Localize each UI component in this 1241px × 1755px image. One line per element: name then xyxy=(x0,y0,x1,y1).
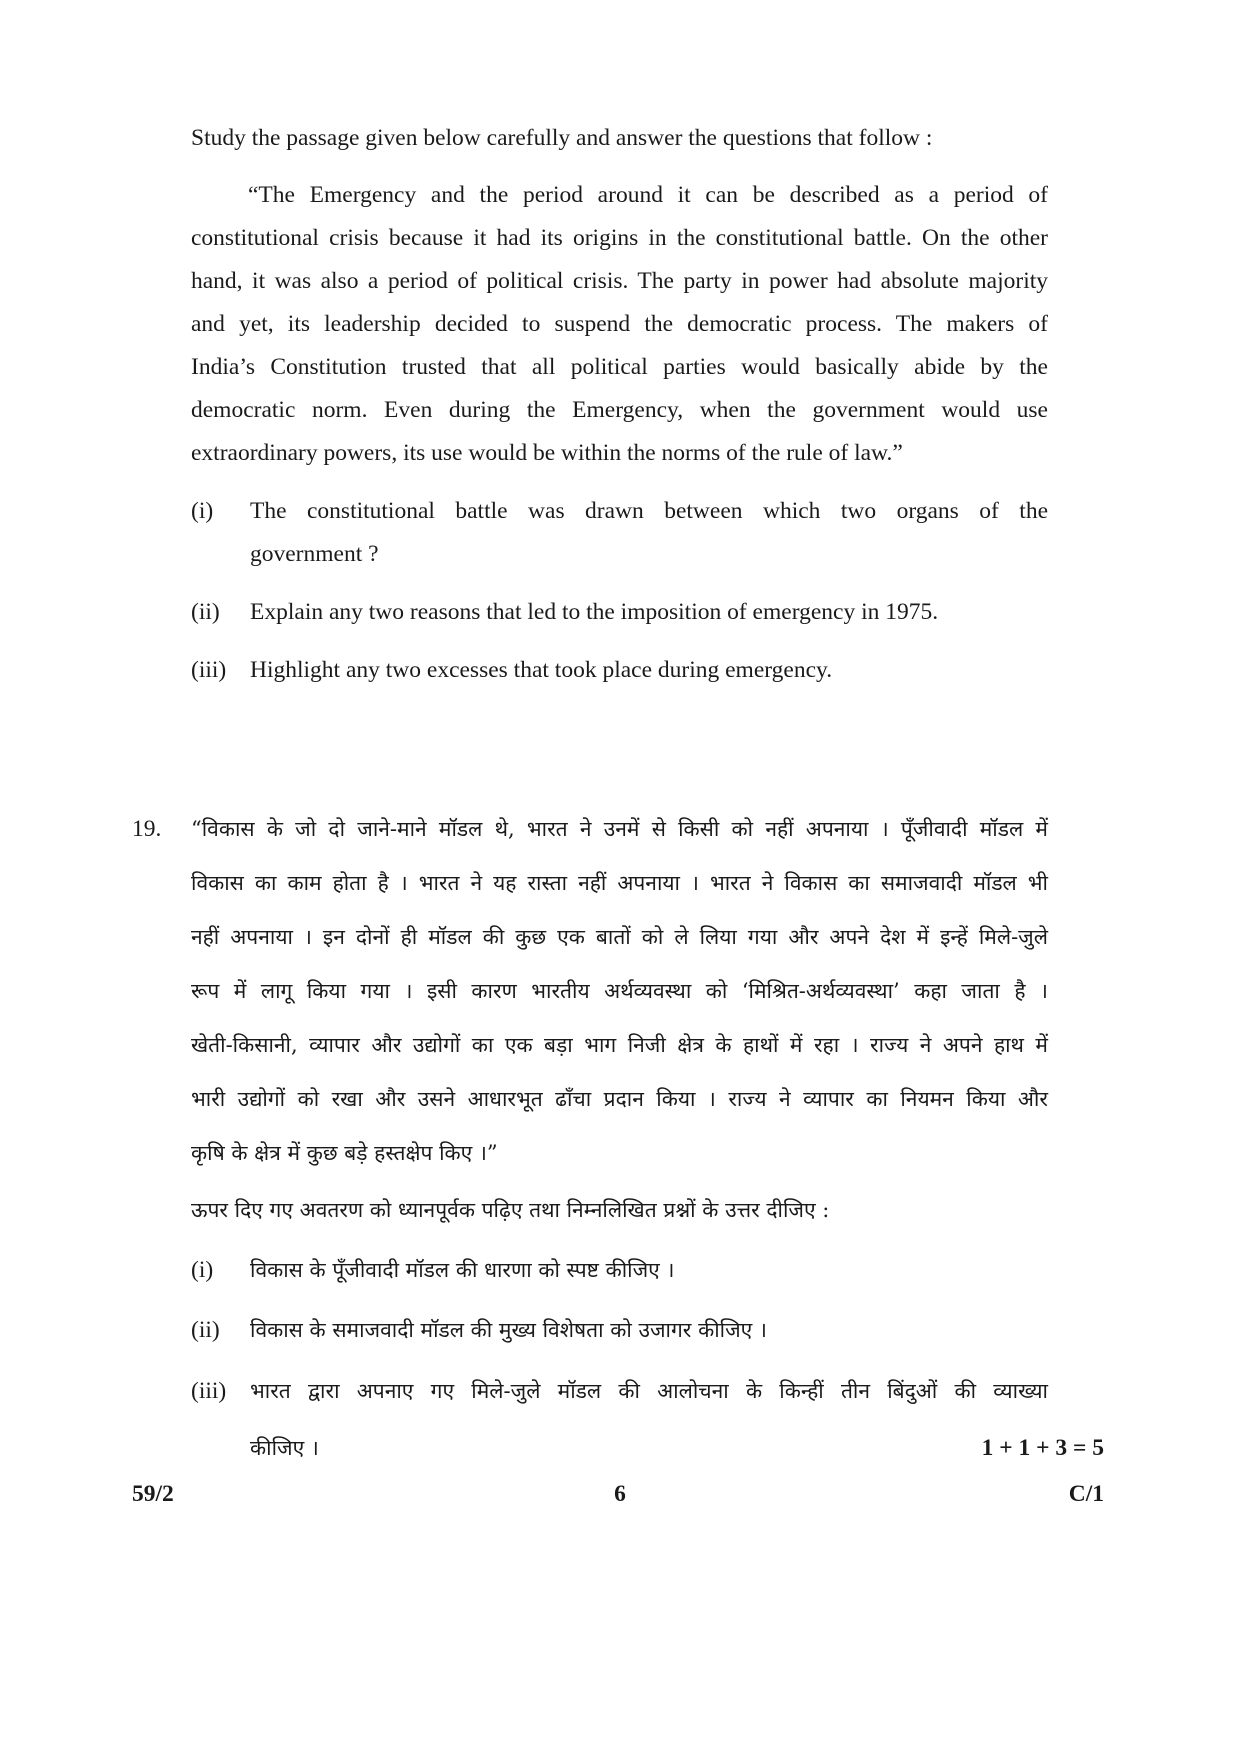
q18-passage-line: and yet, its leadership decided to suspend the democratic process. The makers of xyxy=(191,311,1048,337)
q19-subq-number: (ii) xyxy=(191,1317,220,1343)
q19-subq-text: विकास के समाजवादी मॉडल की मुख्य विशेषता को उजागर कीजिए । xyxy=(250,1318,767,1342)
q18-passage-line: India’s Constitution trusted that all political parties would basically abide by the xyxy=(191,354,1048,380)
q19-subq-number: (i) xyxy=(191,1257,214,1283)
q19-instruction: ऊपर दिए गए अवतरण को ध्यानपूर्वक पढ़िए तथा निम्नलिखित प्रश्नों के उत्तर दीजिए : xyxy=(191,1198,830,1222)
q19-passage-line: रूप में लागू किया गया । इसी कारण भारतीय अर्थव्यवस्था को ‘मिश्रित-अर्थव्यवस्था’ कहा जाता है । xyxy=(191,979,1048,1003)
q18-subq-text: Highlight any two excesses that took place during emergency. xyxy=(250,657,833,683)
q19-passage-line: नहीं अपनाया । इन दोनों ही मॉडल की कुछ एक बातों को ले लिया गया और अपने देश में इन्हें मिले-जुले xyxy=(191,925,1048,949)
q18-instruction: Study the passage given below carefully and answer the questions that follow : xyxy=(191,125,933,151)
q18-passage-line: hand, it was also a period of political crisis. The party in power had absolute majority xyxy=(191,268,1048,294)
q18-subq-number: (i) xyxy=(191,498,214,524)
q18-passage-line: democratic norm. Even during the Emergency, when the government would use xyxy=(191,397,1048,423)
q19-subq-number: (iii) xyxy=(191,1378,227,1404)
q18-subq-number: (iii) xyxy=(191,657,227,683)
q19-passage-line: विकास का काम होता है । भारत ने यह रास्ता नहीं अपनाया । भारत ने विकास का समाजवादी मॉडल भी xyxy=(191,871,1048,895)
q19-passage-line: कृषि के क्षेत्र में कुछ बड़े हस्तक्षेप किए ।” xyxy=(191,1141,498,1165)
q18-subq-number: (ii) xyxy=(191,599,220,625)
q18-passage-line: “The Emergency and the period around it can be described as a period of xyxy=(248,182,1048,208)
q19-subq-text: विकास के पूँजीवादी मॉडल की धारणा को स्पष्ट कीजिए । xyxy=(250,1258,675,1282)
paper-code: 59/2 xyxy=(132,1481,174,1507)
q18-passage-line: constitutional crisis because it had its origins in the constitutional battle. On the other xyxy=(191,225,1048,251)
q19-passage-line: खेती-किसानी, व्यापार और उद्योगों का एक बड़ा भाग निजी क्षेत्र के हाथों में रहा । राज्य ने अपने हाथ में xyxy=(191,1033,1048,1057)
q19-passage-line: भारी उद्योगों को रखा और उसने आधारभूत ढाँचा प्रदान किया । राज्य ने व्यापार का नियमन किया और xyxy=(191,1087,1048,1111)
marks-distribution: 1 + 1 + 3 = 5 xyxy=(981,1435,1104,1461)
q19-subq-text: कीजिए । xyxy=(250,1436,319,1460)
q19-passage-line: “विकास के जो दो जाने-माने मॉडल थे, भारत ने उनमें से किसी को नहीं अपनाया । पूँजीवादी मॉडल में xyxy=(191,817,1048,841)
q18-passage-line: extraordinary powers, its use would be within the norms of the rule of law.” xyxy=(191,440,903,466)
q18-subq-text: The constitutional battle was drawn between which two organs of the xyxy=(250,498,1048,524)
q19-subq-text: भारत द्वारा अपनाए गए मिले-जुले मॉडल की आलोचना के किन्हीं तीन बिंदुओं की व्याख्या xyxy=(250,1379,1048,1403)
q18-subq-text: government ? xyxy=(250,541,379,567)
paper-series: C/1 xyxy=(1068,1481,1104,1507)
page-number: 6 xyxy=(614,1481,626,1507)
q18-subq-text: Explain any two reasons that led to the imposition of emergency in 1975. xyxy=(250,599,939,625)
q19-number: 19. xyxy=(132,816,162,842)
